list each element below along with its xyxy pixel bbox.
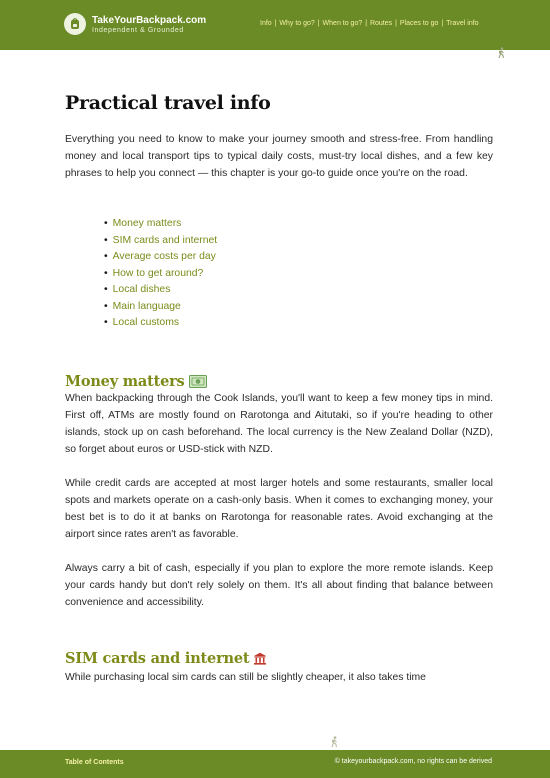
- section-heading-sim-cards: [65, 650, 267, 669]
- section-heading-text: SIM cards and internet: [65, 650, 250, 667]
- bank-building-icon: [253, 652, 267, 669]
- intro-paragraph: Everything you need to know to make your journey smooth and stress-free. From handling money and local transport tips to typical daily costs, must-try local dishes, and a few key phrases to help you connect — this chapter is your go-to guide once you're on the road.: [65, 134, 493, 179]
- money-paragraph-3: Always carry a bit of cash, especially if you plan to explore the more remote islands. Keep your cards handy but don't rely solely on them. It's all about finding that balance between convenience and accessibility.: [65, 563, 493, 608]
- money-paragraph-2: While credit cards are accepted at most larger hotels and some restaurants, smaller local spots and markets operate on a cash-only basis. When it comes to exchanging money, your best bet is to do it at banks on Rarotonga for reasonable rates. Avoid exchanging at the airport since rates aren't as favorable.: [65, 478, 493, 540]
- section-heading-text: Money matters: [65, 373, 185, 390]
- chapter-contents-list: [104, 216, 217, 332]
- toc-link-sim-cards[interactable]: SIM cards and internet: [112, 234, 218, 246]
- toc-link-getting-around[interactable]: How to get around?: [112, 267, 204, 279]
- page-title: Practical travel info: [65, 92, 271, 114]
- list-item: [104, 299, 217, 316]
- nav-link-why-to-go[interactable]: Why to go?: [279, 20, 315, 27]
- table-of-contents-link[interactable]: Table of Contents: [65, 759, 124, 766]
- bullet-icon: •: [104, 284, 108, 295]
- money-paragraph-1: When backpacking through the Cook Islands, you'll want to keep a few money tips in mind. First off, ATMs are mostly found on Rarotonga and Aitutaki, so if you're heading to other islands, stock up on cash beforehand. The local currency is the New Zealand Dollar (NZD), so forget about euros or USD-stick with NZD.: [65, 393, 493, 455]
- list-item: [104, 282, 217, 299]
- nav-separator: |: [272, 20, 279, 27]
- sim-paragraph-1: While purchasing local sim cards can still be slightly cheaper, it also takes time: [65, 672, 426, 683]
- list-item: [104, 233, 217, 250]
- backpack-logo-icon[interactable]: [64, 13, 86, 35]
- nav-link-travel-info[interactable]: Travel info: [446, 20, 479, 27]
- bullet-icon: •: [104, 300, 108, 312]
- brand-tagline: Independent & Grounded: [92, 27, 184, 34]
- bullet-icon: •: [104, 251, 108, 262]
- nav-separator: |: [363, 20, 369, 27]
- top-navigation: [260, 20, 479, 27]
- footer-bar: [0, 750, 550, 778]
- nav-link-when-to-go[interactable]: When to go?: [322, 20, 363, 27]
- hiker-icon: [497, 46, 506, 64]
- nav-separator: |: [393, 20, 399, 27]
- list-item: [104, 249, 217, 266]
- top-header-bar: [0, 0, 550, 50]
- toc-link-main-language[interactable]: Main language: [112, 300, 181, 312]
- list-item: [104, 216, 217, 233]
- toc-link-local-dishes[interactable]: Local dishes: [112, 284, 171, 295]
- bullet-icon: •: [104, 218, 108, 229]
- nav-link-info[interactable]: Info: [260, 20, 272, 27]
- bullet-icon: •: [104, 267, 108, 279]
- list-item: [104, 315, 217, 332]
- nav-separator: |: [439, 20, 446, 27]
- list-item: [104, 266, 217, 283]
- nav-link-places-to-go[interactable]: Places to go: [399, 20, 439, 27]
- copyright-notice: © takeyourbackpack.com, no rights can be derived: [334, 758, 492, 765]
- toc-link-money-matters[interactable]: Money matters: [112, 218, 182, 229]
- bullet-icon: •: [104, 317, 108, 328]
- toc-link-average-costs[interactable]: Average costs per day: [112, 251, 216, 262]
- bullet-icon: •: [104, 234, 108, 246]
- nav-separator: |: [315, 20, 322, 27]
- toc-link-local-customs[interactable]: Local customs: [112, 317, 180, 328]
- brand-name[interactable]: TakeYourBackpack.com: [92, 15, 207, 26]
- nav-link-routes[interactable]: Routes: [369, 20, 393, 27]
